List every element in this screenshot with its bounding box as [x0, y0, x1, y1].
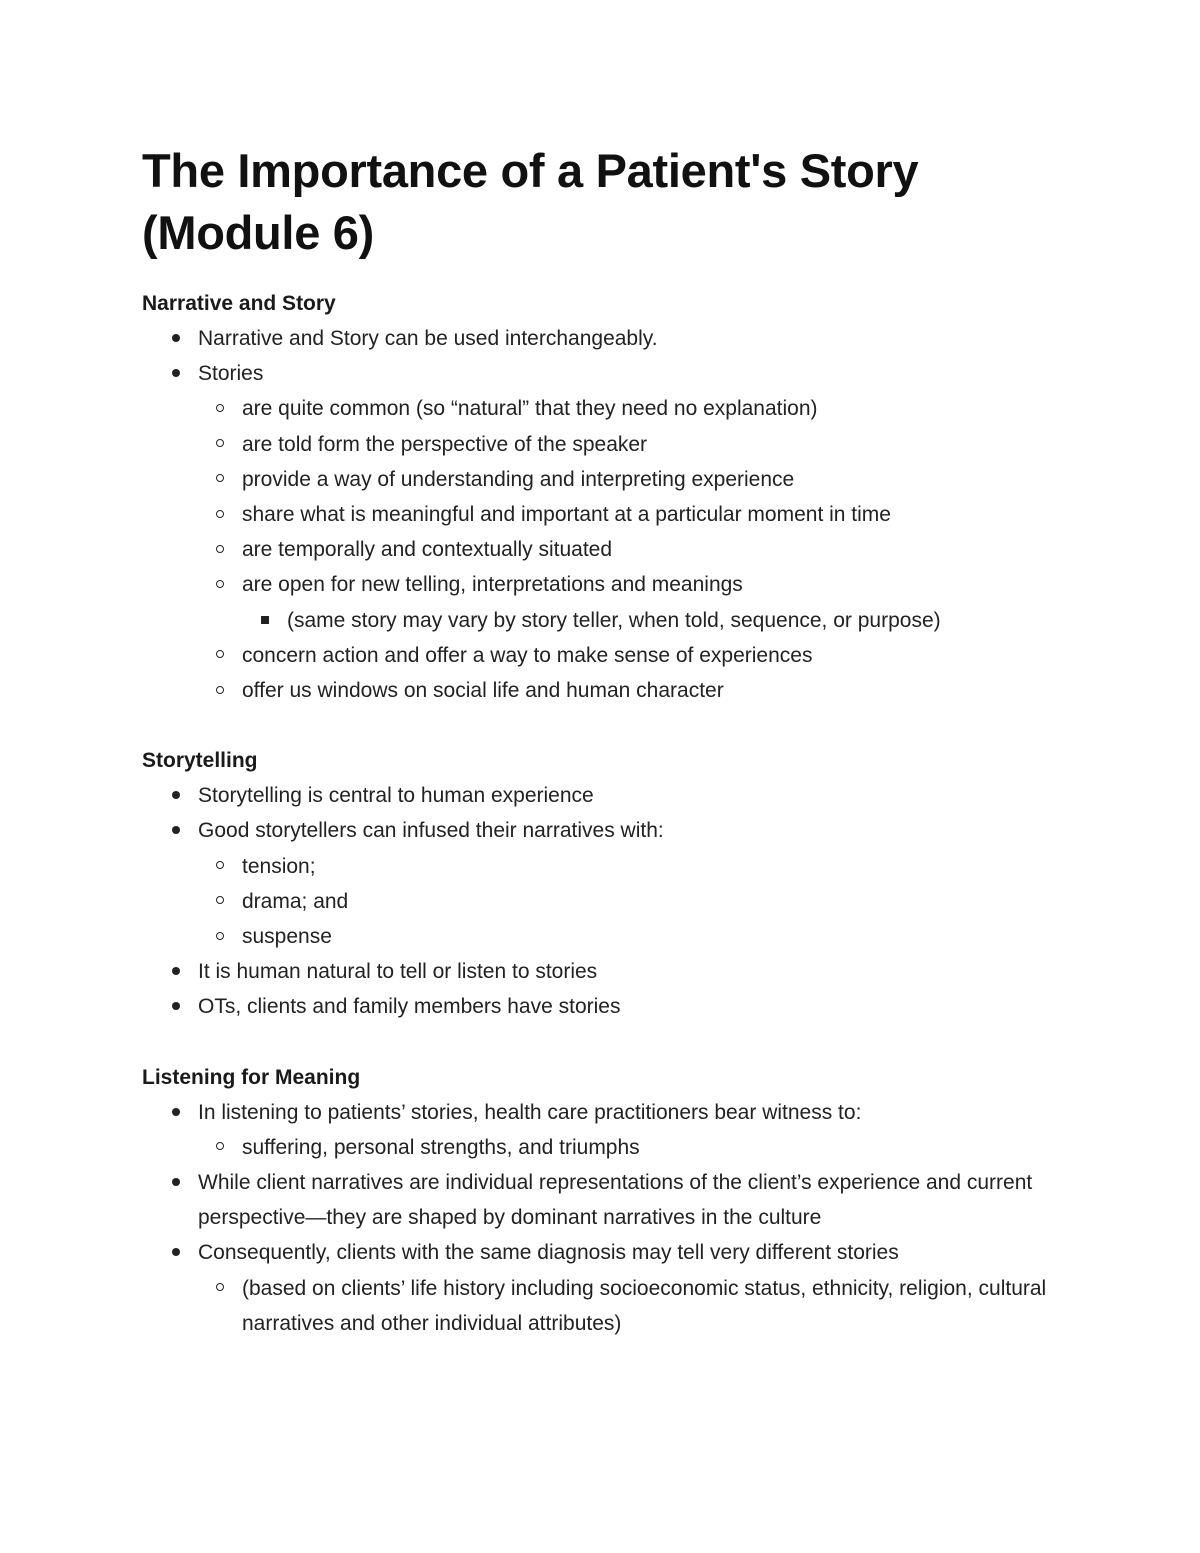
list-item-text: Stories	[198, 362, 264, 386]
sub-sub-bullet-list	[142, 603, 1102, 638]
bullet-circle-icon	[216, 686, 224, 694]
bullet-circle-icon	[216, 1283, 224, 1291]
sub-list-item	[142, 391, 1102, 426]
list-item-text: drama; and	[242, 889, 349, 913]
list-item-text: concern action and offer a way to make sense of experiences	[242, 643, 813, 667]
document-page	[142, 140, 1102, 1376]
bullet-disc-icon	[172, 1248, 180, 1256]
bullet-disc-icon	[172, 334, 180, 342]
bullet-disc-icon	[172, 967, 180, 975]
list-item-text: Storytelling is central to human experience	[198, 784, 594, 808]
list-item	[142, 954, 1102, 989]
list-item-text: share what is meaningful and important at a particular moment in time	[242, 503, 891, 527]
bullet-circle-icon	[216, 861, 224, 869]
section-listening-for-meaning	[142, 1060, 1102, 1341]
list-item	[142, 778, 1102, 813]
bullet-list	[142, 778, 1102, 848]
section-storytelling	[142, 743, 1102, 1024]
sub-bullet-list	[142, 1130, 1102, 1165]
list-item-text: (same story may vary by story teller, when told, sequence, or purpose)	[287, 608, 941, 632]
list-item	[142, 813, 1102, 848]
bullet-circle-icon	[216, 510, 224, 518]
list-item-text: are told form the perspective of the speaker	[242, 432, 648, 456]
list-item-text: are open for new telling, interpretations and meanings	[242, 573, 743, 597]
list-item-text: Consequently, clients with the same diagnosis may tell very different stories	[198, 1241, 899, 1265]
list-item	[142, 321, 1102, 356]
section-heading: Narrative and Story	[142, 292, 336, 315]
bullet-list	[142, 1095, 1102, 1130]
sub-bullet-list	[142, 638, 1102, 708]
list-item-text: While client narratives are individual representations of the client’s experience and current perspective—they are shaped by dominant narratives in the culture	[198, 1171, 1033, 1230]
bullet-circle-icon	[216, 474, 224, 482]
bullet-disc-icon	[172, 369, 180, 377]
sub-list-item	[142, 884, 1102, 919]
section-narrative-and-story	[142, 286, 1102, 708]
list-item-text: are temporally and contextually situated	[242, 538, 613, 562]
sub-list-item	[142, 849, 1102, 884]
bullet-list	[142, 321, 1102, 391]
sub-bullet-list	[142, 849, 1102, 955]
bullet-disc-icon	[172, 826, 180, 834]
list-item-text: In listening to patients’ stories, health care practitioners bear witness to:	[198, 1100, 862, 1124]
sub-list-item	[142, 1130, 1102, 1165]
bullet-circle-icon	[216, 580, 224, 588]
list-item-text: (based on clients’ life history including socioeconomic status, ethnicity, religion, cultural narratives and other individual attributes)	[242, 1276, 1047, 1335]
bullet-disc-icon	[172, 1108, 180, 1116]
sub-list-item	[142, 1271, 1102, 1341]
bullet-circle-icon	[216, 896, 224, 904]
section-heading: Storytelling	[142, 749, 258, 773]
list-item-text: Good storytellers can infused their narratives with:	[198, 819, 664, 843]
bullet-circle-icon	[216, 932, 224, 940]
list-item	[142, 1235, 1102, 1270]
sub-list-item	[142, 532, 1102, 567]
list-item	[142, 1095, 1102, 1130]
list-item	[142, 989, 1102, 1024]
list-item-text: suffering, personal strengths, and triumphs	[242, 1135, 640, 1159]
list-item-text: Narrative and Story can be used interchangeably.	[198, 327, 658, 350]
list-item-text: It is human natural to tell or listen to stories	[198, 960, 598, 984]
list-item-text: tension;	[242, 854, 316, 878]
list-item-text: OTs, clients and family members have stories	[198, 995, 621, 1019]
bullet-square-icon	[261, 616, 269, 624]
bullet-disc-icon	[172, 1002, 180, 1010]
sub-list-item	[142, 427, 1102, 462]
bullet-list	[142, 1165, 1102, 1271]
sub-bullet-list	[142, 1271, 1102, 1341]
bullet-list	[142, 954, 1102, 1024]
bullet-circle-icon	[216, 1142, 224, 1150]
list-item	[142, 1165, 1102, 1235]
sub-sub-list-item	[142, 603, 1102, 638]
bullet-disc-icon	[172, 791, 180, 799]
sub-bullet-list	[142, 391, 1102, 602]
sub-list-item	[142, 462, 1102, 497]
list-item-text: suspense	[242, 925, 332, 949]
list-item-text: provide a way of understanding and interpreting experience	[242, 467, 795, 491]
sub-list-item	[142, 673, 1102, 708]
list-item	[142, 356, 1102, 391]
list-item-text: offer us windows on social life and human character	[242, 679, 724, 703]
bullet-circle-icon	[216, 650, 224, 658]
list-item-text: are quite common (so “natural” that they need no explanation)	[242, 397, 818, 421]
sub-list-item	[142, 567, 1102, 602]
sub-list-item	[142, 919, 1102, 954]
sub-list-item	[142, 638, 1102, 673]
bullet-circle-icon	[216, 404, 224, 412]
sub-list-item	[142, 497, 1102, 532]
bullet-circle-icon	[216, 545, 224, 553]
section-heading: Listening for Meaning	[142, 1065, 361, 1089]
bullet-circle-icon	[216, 439, 224, 447]
page-title: The Importance of a Patient's Story (Module 6)	[142, 144, 919, 259]
bullet-disc-icon	[172, 1178, 180, 1186]
